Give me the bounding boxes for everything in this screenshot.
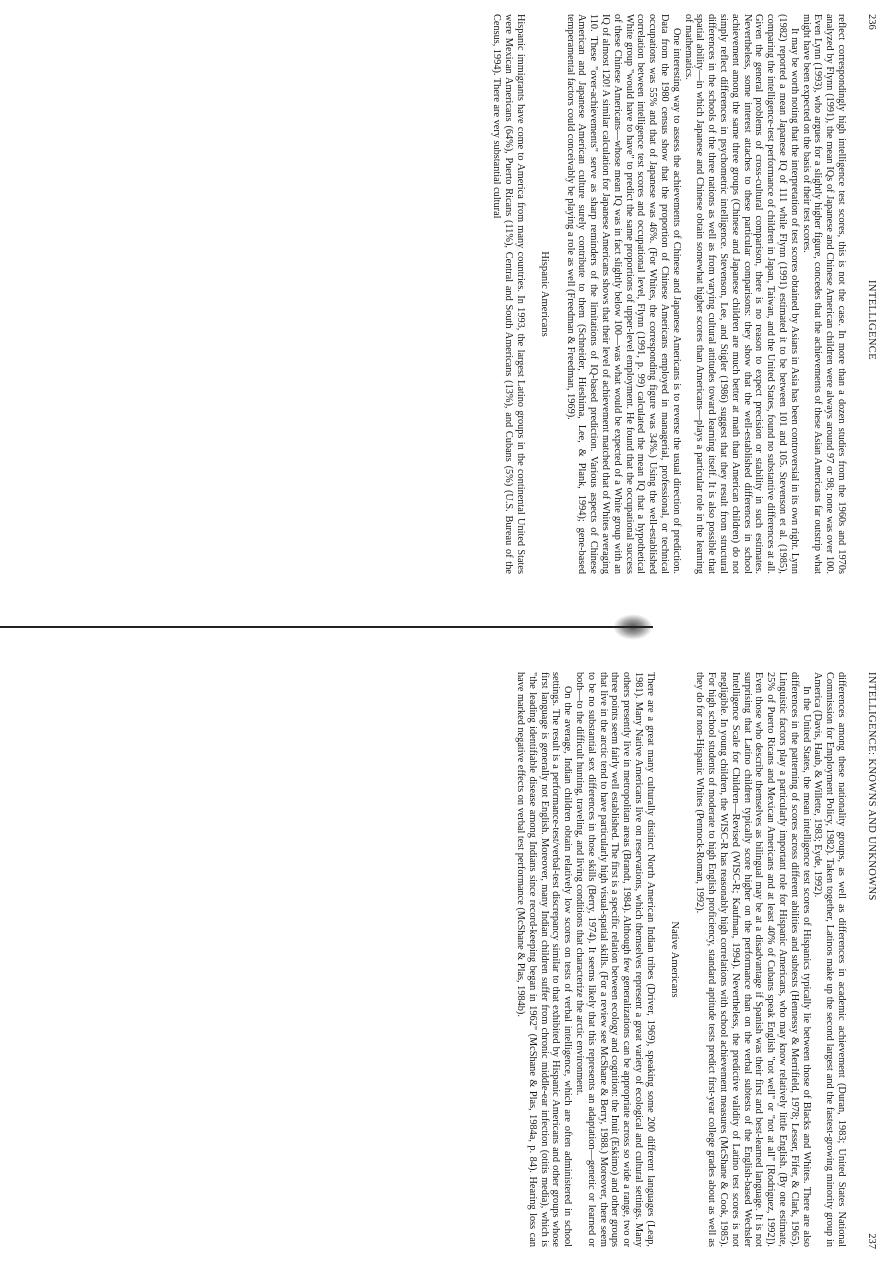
paragraph: Hispanic immigrants have come to America from many countries. In 1993, the largest Latino groups in the continental United States were Mexican Americans (64%), Puerto Ricans (11%), Central and South Americans (13%), and Cubans (5%) (U.S. Bureau of the Census, 1994). There are very substantial cultural — [491, 14, 527, 574]
paragraph: In the United States, the mean intelligence test scores of Hispanics typically lie between those of Blacks and Whites. There are also differences in the patterning of scores across different abilities and subtests (Hennessy & Merrifield, 1978; Lesser, Fifer, & Clark, 1965). Linguistic factors play a particularly important role for Hispanic Americans, who may know relatively little English. (By one estimate, 25% of Puerto Ricans and Mexican Americans and at least 40% of Cubans speak English "not well" or "not at all" [Rodriguez, 1992]). Even those who describe themselves as bilingual may be at a disadvantage if Spanish was their first and best-learned language. It is not surprising that Latino children typically score higher on the performance than on the verbal subtests of the English-based Wechsler Intelligence Scale for Children—Revised (WISC-R; Kaufman, 1994). Nevertheless, the predictive validity of Latino test scores is not negligible. In young children, the WISC-R has reasonably high correlations with school achievement measures (McShane & Cook, 1985). For high school students of moderate to high English proficiency, standard aptitude tests predict first-year college grades about as well as they do for non-Hispanic Whites (Pennock-Roman, 1992). — [694, 672, 812, 1247]
paragraph: One interesting way to assess the achievements of Chinese and Japanese Americans is to reverse the usual direction of prediction. Data from the 1980 census show that the proportion of Chinese Americans employed in managerial, professional, or technical occupations was 55% and that of Japanese was 46%. (For Whites, the corresponding figure was 34%.) Using the well-established correlation between intelligence test scores and occupational level, Flynn (1991, p. 99) calculated the mean IQ that a hypothetical White group "would have to have" to predict the same proportions of upper-level employment. He found that the occupational success of these Chinese Americans—whose mean IQ was in fact slightly below 100—was what would be expected of a White group with an IQ of almost 120! A similar calculation for Japanese Americans shows that their level of achievement matched that of Whites averaging 110. These "over-achievements" serve as sharp reminders of the limitations of IQ-based prediction. Various aspects of Chinese American and Japanese American culture surely contribute to them (Schneider, Hieshima, Lee, & Plank, 1994); gene-based temperamental factors could conceivably be playing a role as well (Freedman & Freedman, 1969). — [564, 14, 682, 574]
right-page — [0, 660, 893, 1263]
section-heading: Native Americans — [668, 921, 680, 998]
paragraph: On the average, Indian children obtain relatively low scores on tests of verbal intelligence, which are often administered in school settings. The result is a performance-test/verbal-test discrepancy similar to that exhibited by Hispanic Americans and other groups whose first language is generally not English. Moreover, many Indian children suffer from chronic middle-ear infection (otitis media), which is "the leading identifiable disease among Indians since record-keeping began in 1962" (McShane & Plas, 1984a, p. 84). Hearing loss can have marked negative effects on verbal test performance (McShane & Plas, 1984b). — [515, 672, 574, 1247]
page-number: 236 — [866, 14, 877, 30]
running-head: INTELLIGENCE — [866, 280, 877, 361]
paragraph: It may be worth noting that the interpretation of test scores obtained by Asians in Asia has been controversial in its own right. Lynn (1982) reported a mean Japanese IQ of 111 while Flynn (1991) estimated it to be between 101 and 105. Stevenson et al. (1985), comparing the intelligence-test performance of children in Japan, Taiwan, and the United States, found no substantive differences at all. Given the general problems of cross-cultural comparison, there is no reason to expect precision or stability in such estimates. Nevertheless, some interest attaches to these particular comparisons: they show that the well-established differences in school achievement among the same three groups (Chinese and Japanese children are much better at math than American children) do not simply reflect differences in psychometric intelligence. Stevenson, Lee, and Stigler (1986) suggest that they result from structural differences in the schools of the three nations as well as from varying cultural attitudes toward learning itself. It is also possible that spatial ability—in which Japanese and Chinese obtain somewhat higher scores than Americans—plays a particular role in the learning of mathematics. — [682, 14, 800, 574]
page-body — [491, 14, 847, 574]
book-gutter — [0, 600, 893, 660]
paragraph: reflect correspondingly high intelligence test scores, this is not the case. In more than a dozen studies from the 1960s and 1970s analyzed by Flynn (1991), the mean IQs of Japanese and Chinese American children were always around 97 or 98; none was over 100. Even Lynn (1993), who argues for a slightly higher figure, concedes that the achievements of these Asian Americans far outstrip what might have been expected on the basis of their test scores. — [800, 14, 847, 574]
paragraph: differences among these nationality groups, as well as differences in academic achievement (Duran, 1983; United States National Commission for Employment Policy, 1982). Taken together, Latinos make up the second largest and the fastest-growing minority group in America (Davis, Haub, & Willette, 1983; Eyde, 1992). — [812, 672, 847, 1247]
left-page — [0, 0, 893, 600]
running-head: INTELLIGENCE: KNOWNS AND UNKNOWNS — [866, 672, 877, 901]
paragraph: There are a great many culturally distinct North American Indian tribes (Driver, 1969), speaking some 200 different languages (Leap, 1981). Many Native Americans live on reservations, which themselves represent a great variety of ecological and cultural settings. Many others presently live in metropolitan areas (Brandt, 1984). Although few generalizations can be appropriate across so wide a range, two or three points seem fairly well established. The first is a specific relation between ecology and cognition: the Inuit (Eskimo) and other groups that live in the arctic tend to have particularly high visual-spatial skills. (For a review see McShane & Berry, 1988.) Moreover, there seem to be no substantial sex differences in those skills (Berry, 1974). It seems likely that this represents an adaptation—genetic or learned or both—to the difficult hunting, traveling, and living conditions that characterize the arctic environment. — [574, 672, 656, 1247]
gutter-line — [0, 626, 653, 628]
section-heading: Hispanic Americans — [538, 251, 550, 337]
page-body — [514, 672, 847, 1247]
page-number: 237 — [866, 1233, 877, 1249]
